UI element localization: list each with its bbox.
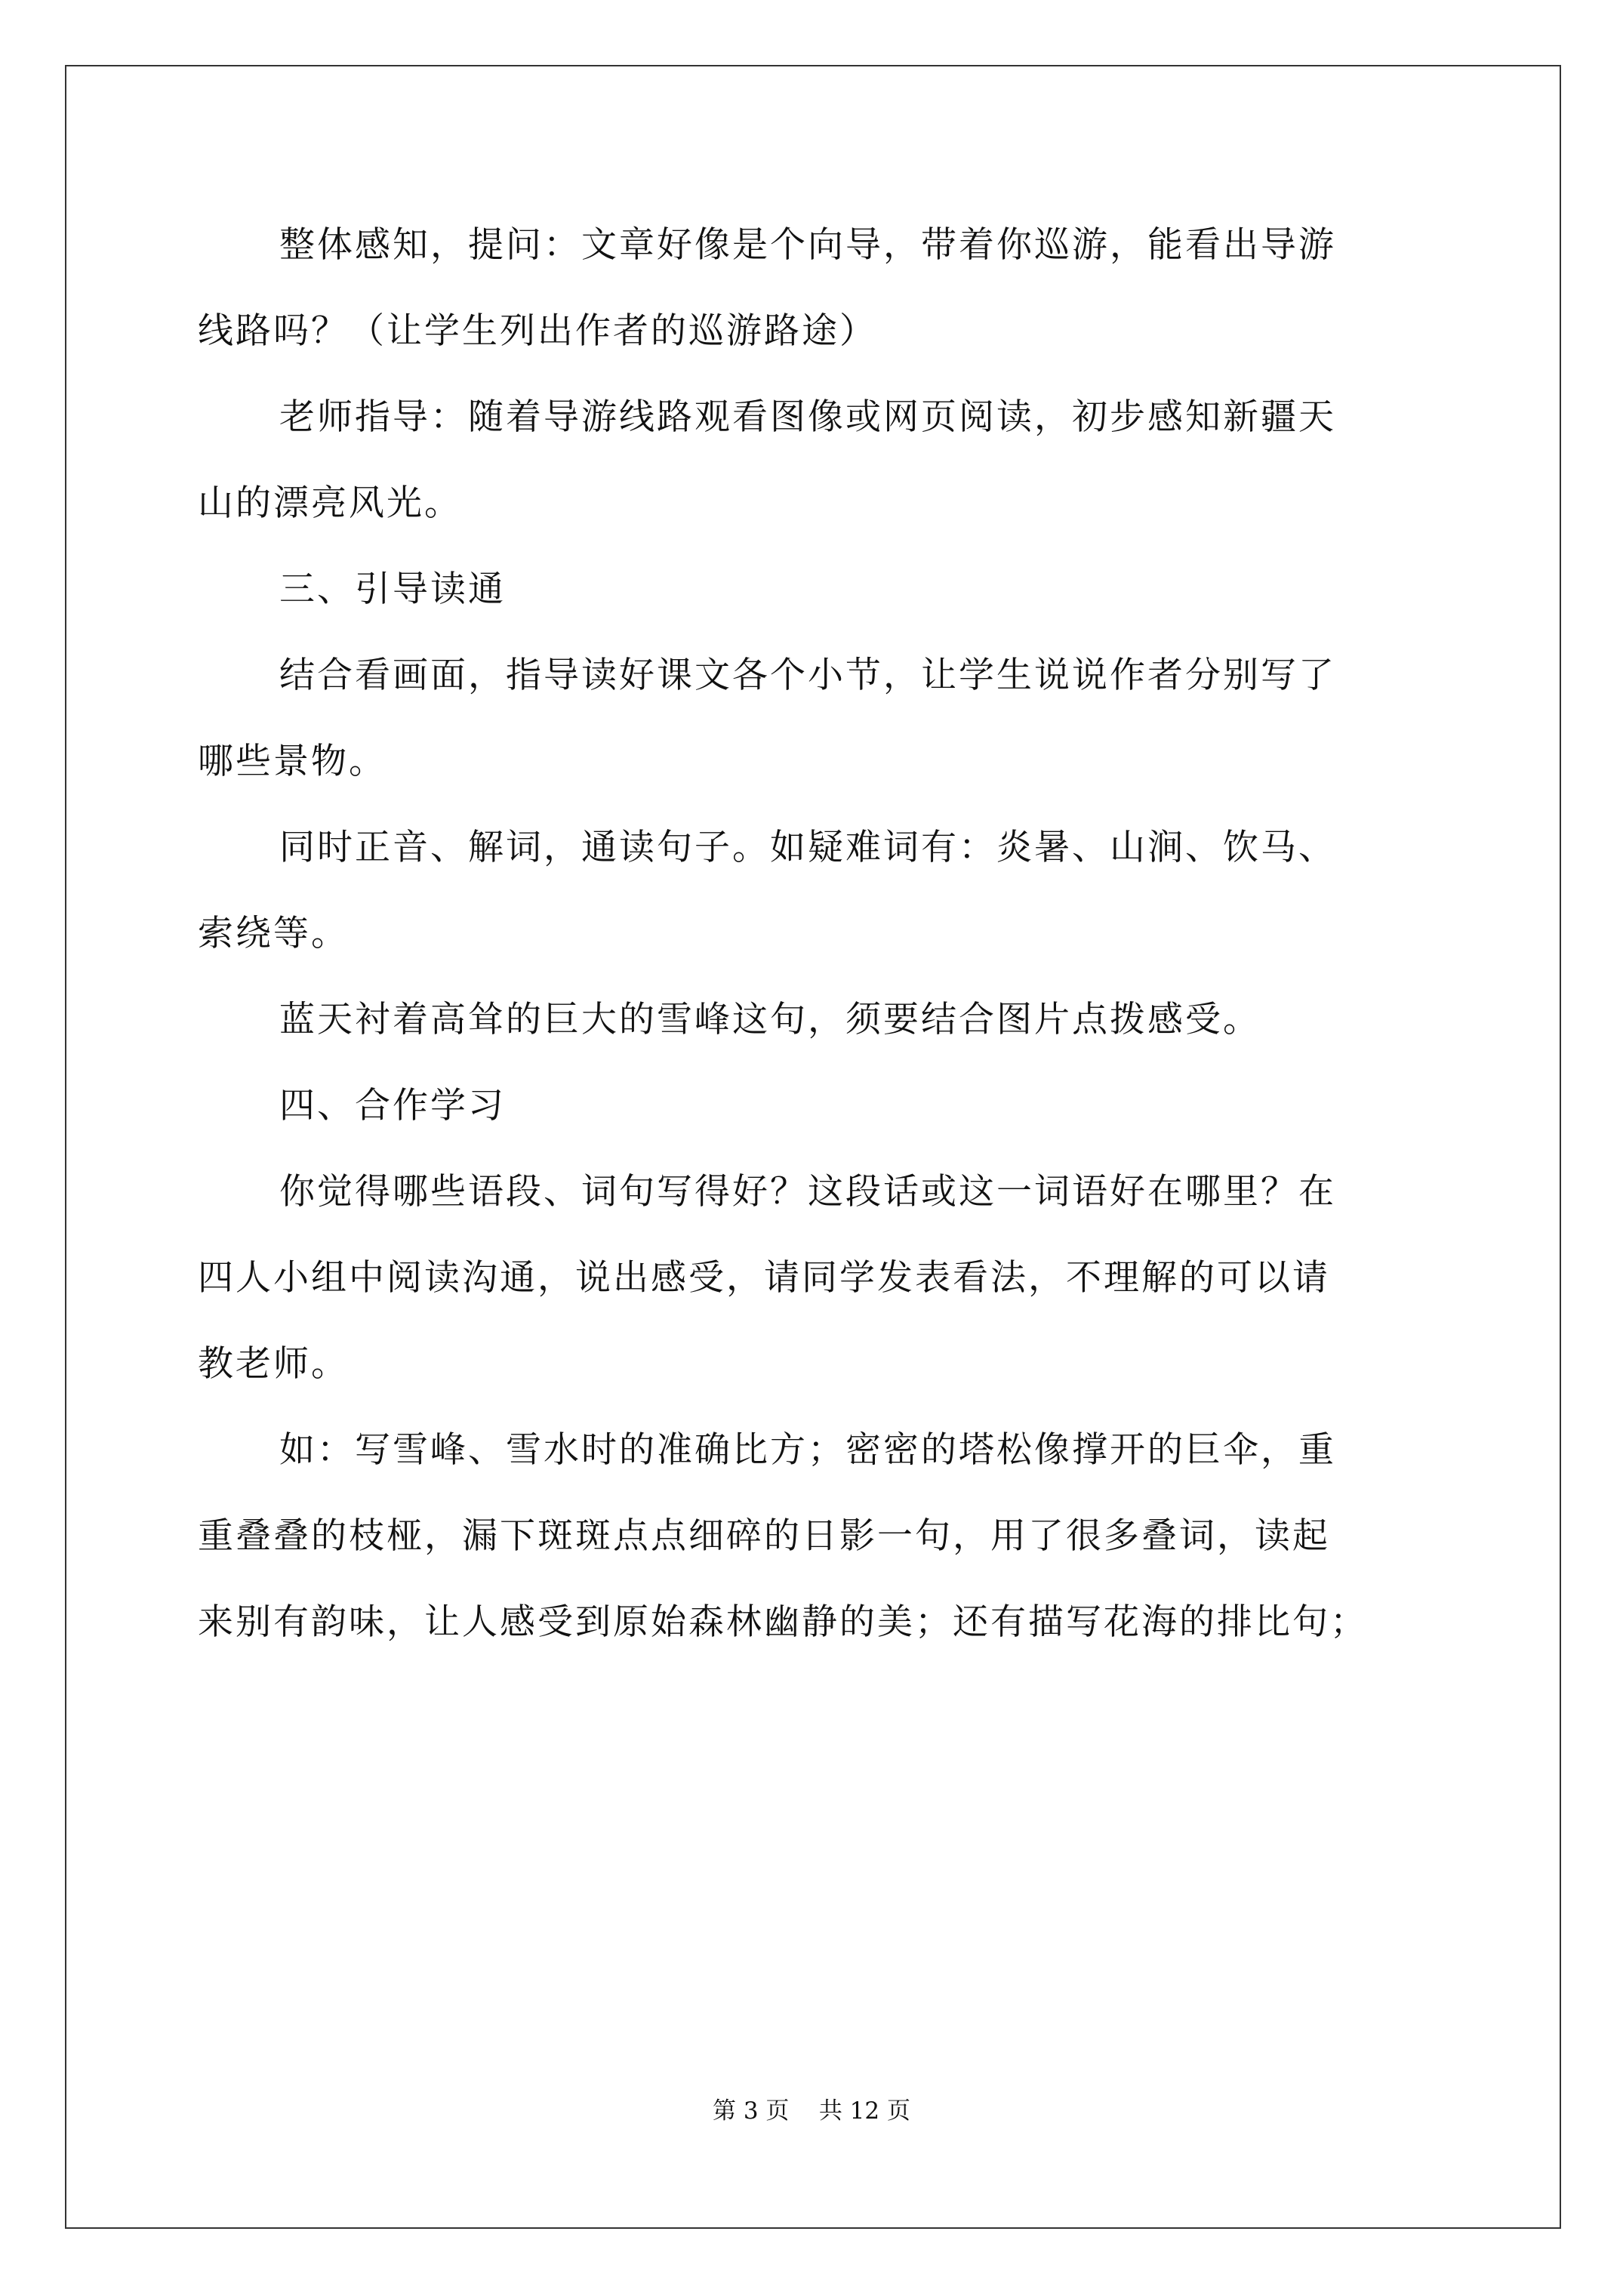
paragraph-line: 教老师。 <box>198 1343 349 1385</box>
document-body <box>198 202 1436 1666</box>
paragraph-line: 来别有韵味，让人感受到原始森林幽静的美；还有描写花海的排比句； <box>198 1601 1368 1643</box>
paragraph-line: 如：写雪峰、雪水时的准确比方；密密的塔松像撑开的巨伞，重 <box>279 1429 1336 1471</box>
paragraph-line: 整体感知，提问：文章好像是个向导，带着你巡游，能看出导游 <box>279 224 1336 266</box>
section-heading: 三、引导读通 <box>279 569 506 610</box>
paragraph-line: 线路吗？（让学生列出作者的巡游路途） <box>198 310 877 352</box>
paragraph-line: 老师指导：随着导游线路观看图像或网页阅读，初步感知新疆天 <box>279 396 1336 438</box>
paragraph-line: 重叠叠的枝桠，漏下斑斑点点细碎的日影一句，用了很多叠词，读起 <box>198 1515 1330 1557</box>
paragraph-line: 同时正音、解词，通读句子。如疑难词有：炎暑、山涧、饮马、 <box>279 827 1336 868</box>
paragraph-line: 索绕等。 <box>198 913 349 954</box>
section-heading: 四、合作学习 <box>279 1085 506 1126</box>
page-number-footer: 第 3 页 共 12 页 <box>712 2097 910 2125</box>
paragraph-line: 哪些景物。 <box>198 741 387 782</box>
paragraph-line: 你觉得哪些语段、词句写得好？这段话或这一词语好在哪里？在 <box>279 1171 1336 1213</box>
paragraph-line: 四人小组中阅读沟通，说出感受，请同学发表看法，不理解的可以请 <box>198 1257 1330 1299</box>
paragraph-line: 山的漂亮风光。 <box>198 482 462 524</box>
paragraph-line: 结合看画面，指导读好课文各个小节，让学生说说作者分别写了 <box>279 655 1336 696</box>
paragraph-line: 蓝天衬着高耸的巨大的雪峰这句，须要结合图片点拨感受。 <box>279 999 1261 1040</box>
